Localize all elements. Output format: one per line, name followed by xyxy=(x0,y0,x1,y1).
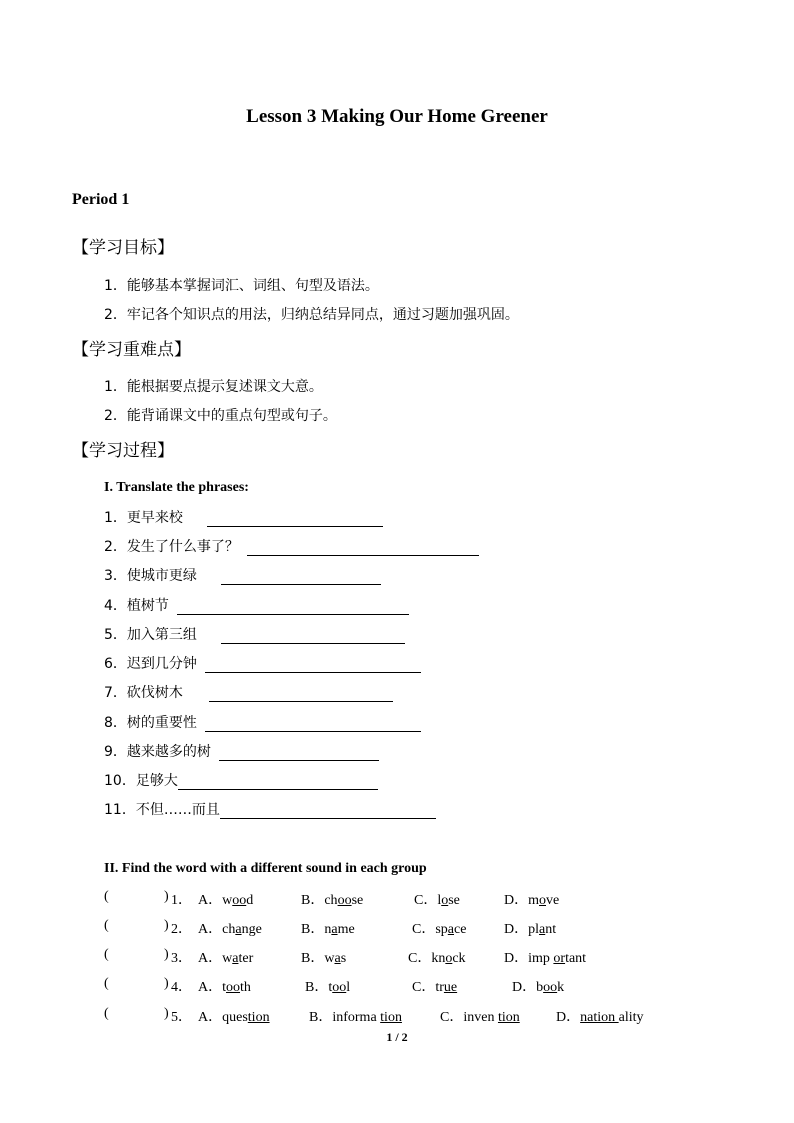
option-c[interactable]: C．true xyxy=(412,980,458,995)
open-paren: ( xyxy=(104,947,109,962)
option-b[interactable]: B．informa tion xyxy=(309,1010,402,1025)
key-point-item: 2．能背诵课文中的重点句型或句子。 xyxy=(104,408,337,424)
close-paren: ) xyxy=(164,918,169,933)
option-b[interactable]: B．tool xyxy=(305,980,351,995)
question-number: 2． xyxy=(171,922,192,937)
answer-blank[interactable] xyxy=(177,598,409,615)
part1-heading: I. Translate the phrases: xyxy=(104,480,249,495)
translate-prompt: 1．更早来校 xyxy=(104,510,183,526)
page-title: Lesson 3 Making Our Home Greener xyxy=(246,106,548,127)
option-c[interactable]: C．space xyxy=(412,922,467,937)
option-a[interactable]: A．tooth xyxy=(198,980,251,995)
close-paren: ) xyxy=(164,889,169,904)
answer-blank[interactable] xyxy=(205,715,421,732)
question-row xyxy=(104,1006,664,1026)
answer-blank[interactable] xyxy=(247,539,479,556)
question-row xyxy=(104,889,664,909)
translate-item xyxy=(104,593,409,615)
answer-blank[interactable] xyxy=(209,685,393,702)
key-points-heading: 【学习重难点】 xyxy=(72,340,191,360)
option-d[interactable]: D．move xyxy=(504,893,560,908)
open-paren: ( xyxy=(104,918,109,933)
translate-prompt: 11．不但……而且 xyxy=(104,802,220,818)
option-c[interactable]: C．lose xyxy=(414,893,460,908)
option-b[interactable]: B．was xyxy=(301,951,347,966)
question-number: 3． xyxy=(171,951,192,966)
close-paren: ) xyxy=(164,1006,169,1021)
option-d[interactable]: D．book xyxy=(512,980,565,995)
option-a[interactable]: A．wood xyxy=(198,893,254,908)
option-a[interactable]: A．water xyxy=(198,951,254,966)
answer-blank[interactable] xyxy=(207,510,383,527)
process-heading: 【学习过程】 xyxy=(72,441,174,461)
translate-prompt: 7．砍伐树木 xyxy=(104,685,183,701)
period-label: Period 1 xyxy=(72,191,130,208)
open-paren: ( xyxy=(104,889,109,904)
translate-prompt: 9．越来越多的树 xyxy=(104,744,211,760)
option-d[interactable]: D．nation ality xyxy=(556,1010,644,1025)
question-number: 4． xyxy=(171,980,192,995)
translate-prompt: 10．足够大 xyxy=(104,773,178,789)
close-paren: ) xyxy=(164,976,169,991)
translate-item xyxy=(104,622,405,644)
translate-prompt: 5．加入第三组 xyxy=(104,627,197,643)
question-row xyxy=(104,947,664,967)
translate-item xyxy=(104,563,381,585)
question-number: 1． xyxy=(171,893,192,908)
translate-prompt: 3．使城市更绿 xyxy=(104,568,197,584)
translate-item xyxy=(104,739,379,761)
translate-prompt: 4．植树节 xyxy=(104,598,169,614)
key-point-item: 1．能根据要点提示复述课文大意。 xyxy=(104,379,323,395)
option-a[interactable]: A．question xyxy=(198,1010,270,1025)
option-c[interactable]: C．inven tion xyxy=(440,1010,520,1025)
translate-item xyxy=(104,651,421,673)
answer-blank[interactable] xyxy=(221,568,381,585)
translate-item xyxy=(104,768,378,790)
translate-prompt: 6．迟到几分钟 xyxy=(104,656,197,672)
answer-blank[interactable] xyxy=(178,773,378,790)
objective-item: 1．能够基本掌握词汇、词组、句型及语法。 xyxy=(104,278,379,294)
question-number: 5． xyxy=(171,1010,192,1025)
page-number: 1 / 2 xyxy=(386,1030,408,1044)
answer-blank[interactable] xyxy=(205,656,421,673)
translate-item xyxy=(104,710,421,732)
objective-item: 2．牢记各个知识点的用法，归纳总结异同点，通过习题加强巩固。 xyxy=(104,307,519,323)
translate-prompt: 2．发生了什么事了？ xyxy=(104,539,239,555)
option-c[interactable]: C．knock xyxy=(408,951,466,966)
objectives-heading: 【学习目标】 xyxy=(72,238,174,258)
translate-prompt: 8．树的重要性 xyxy=(104,715,197,731)
option-d[interactable]: D．plant xyxy=(504,922,557,937)
close-paren: ) xyxy=(164,947,169,962)
translate-item xyxy=(104,505,383,527)
translate-item xyxy=(104,680,393,702)
part2-heading: II. Find the word with a different sound in each group xyxy=(104,861,427,876)
answer-blank[interactable] xyxy=(220,802,436,819)
answer-blank[interactable] xyxy=(219,744,379,761)
open-paren: ( xyxy=(104,1006,109,1021)
open-paren: ( xyxy=(104,976,109,991)
question-row xyxy=(104,976,664,996)
question-row xyxy=(104,918,664,938)
option-d[interactable]: D．imp ortant xyxy=(504,951,587,966)
translate-item xyxy=(104,534,479,556)
option-b[interactable]: B．name xyxy=(301,922,355,937)
answer-blank[interactable] xyxy=(221,627,405,644)
option-b[interactable]: B．choose xyxy=(301,893,364,908)
translate-item xyxy=(104,797,436,819)
option-a[interactable]: A．change xyxy=(198,922,262,937)
